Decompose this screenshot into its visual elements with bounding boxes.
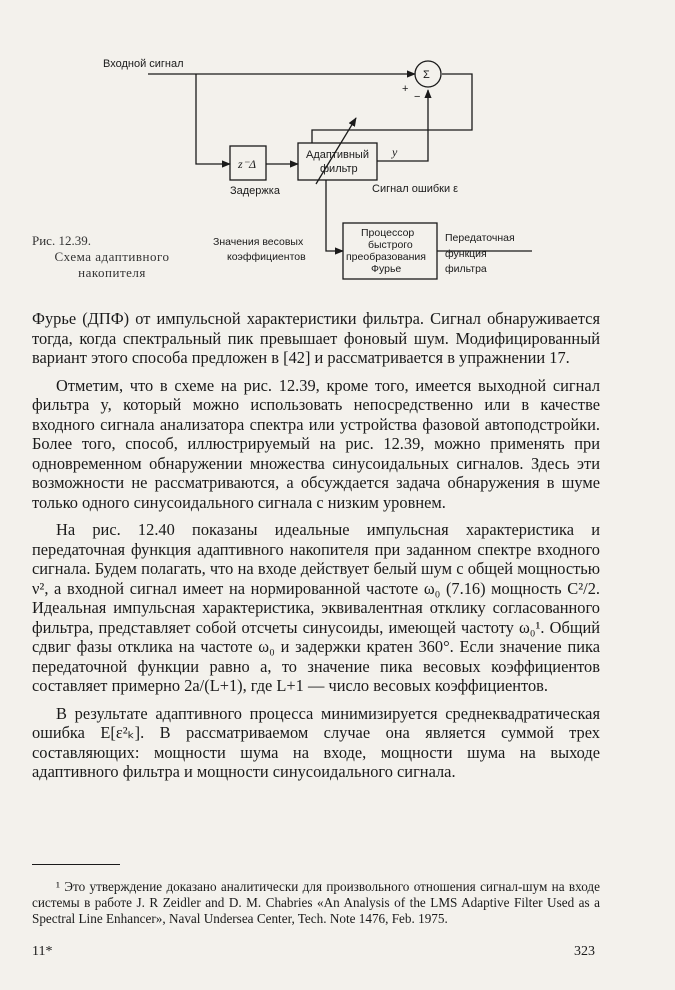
plus-sign: + <box>402 83 409 95</box>
transfer-label-3: фильтра <box>445 263 487 275</box>
delay-symbol: z⁻Δ <box>238 157 257 171</box>
fft-label-3: преобразования <box>346 251 426 263</box>
signature-mark: 11* <box>32 944 53 959</box>
page-number: 323 <box>574 944 595 959</box>
minus-sign: − <box>414 91 421 103</box>
fft-label-4: Фурье <box>371 263 402 275</box>
input-signal-label: Входной сигнал <box>103 58 184 70</box>
sum-symbol: Σ <box>423 69 430 81</box>
paragraph: На рис. 12.40 показаны идеальные импульсная характеристика и передаточная функция адаптивного накопителя при заданном спектре входного сигнала. Будем полагать, что на входе действует белый шум с общей мощностью ν², а входной сигнал имеет на нормированной частоте ω₀ (7.16) мощность C²/2. Идеальная импульсная характеристика, эквивалентная отклику согласованного фильтра, представляет собой отсчеты синусоиды, имеющей частоту ω₀¹. Общий сдвиг фазы отклика на частоте ω₀ и задержки кратен 360°. Если значение пика передаточной функции равно a, то значение пика весовых коэффициентов составляет примерно 2a/(L+1), где L+1 — число весовых коэффициентов. <box>32 520 600 695</box>
paragraph: Отметим, что в схеме на рис. 12.39, кроме того, имеется выходной сигнал фильтра y, который можно использовать непосредственно или в качестве входного сигнала анализатора спектра или устройства фазовой автоподстройки. Более того, способ, иллюстрируемый на рис. 12.39, можно применять при одновременном обнаружении множества синусоидальных сигналов. Здесь эти возможности не рассматриваются, а обсуждается задача обнаружения в шуме только одного синусоидального сигнала с низким уровнем. <box>32 375 600 512</box>
delay-label: Задержка <box>230 185 280 197</box>
output-y-label: y <box>392 145 398 159</box>
paragraph: Фурье (ДПФ) от импульсной характеристики фильтра. Сигнал обнаруживается тогда, когда спектральный пик превышает фоновый шум. Модифицированный вариант этого способа предложен в [42] и рассматривается в упражнении 17. <box>32 309 600 367</box>
weights-label-2: коэффициентов <box>227 251 306 263</box>
adaptive-filter-label-2: фильтр <box>320 163 358 175</box>
body-text <box>32 309 600 790</box>
weights-label-1: Значения весовых <box>213 236 304 248</box>
caption-number: Рис. 12.39. <box>32 233 91 248</box>
fft-label-1: Процессор <box>361 227 415 239</box>
weights-line <box>326 180 343 251</box>
error-feedback-line <box>312 74 472 143</box>
transfer-label-1: Передаточная <box>445 232 515 244</box>
fft-label-2: быстрого <box>368 239 413 251</box>
transfer-label-2: функция <box>445 248 487 260</box>
footnote: ¹ Это утверждение доказано аналитически для произвольного отношения сигнал-шум на входе системы в работе J. R Zeidler and D. M. Chabries «An Analysis of the LMS Adaptive Filter Used as a Spectral Line Enhancer», Naval Undersea Center, Tech. Note 1476, Feb. 1975. <box>32 879 600 926</box>
adaptive-filter-label-1: Адаптивный <box>306 149 369 161</box>
delay-branch-line <box>196 74 230 164</box>
caption-text: Схема адаптивного накопителя <box>54 249 170 280</box>
figure-caption <box>32 233 192 281</box>
paragraph: В результате адаптивного процесса минимизируется среднеквадратическая ошибка E[ε²ₖ]. В рассматриваемом случае она является суммой трех составляющих: мощности шума на входе, мощности шума на выходе адаптивного фильтра и мощности синусоидального сигнала. <box>32 703 600 781</box>
error-signal-label: Сигнал ошибки ε <box>372 183 459 195</box>
footnote-rule <box>32 864 120 865</box>
